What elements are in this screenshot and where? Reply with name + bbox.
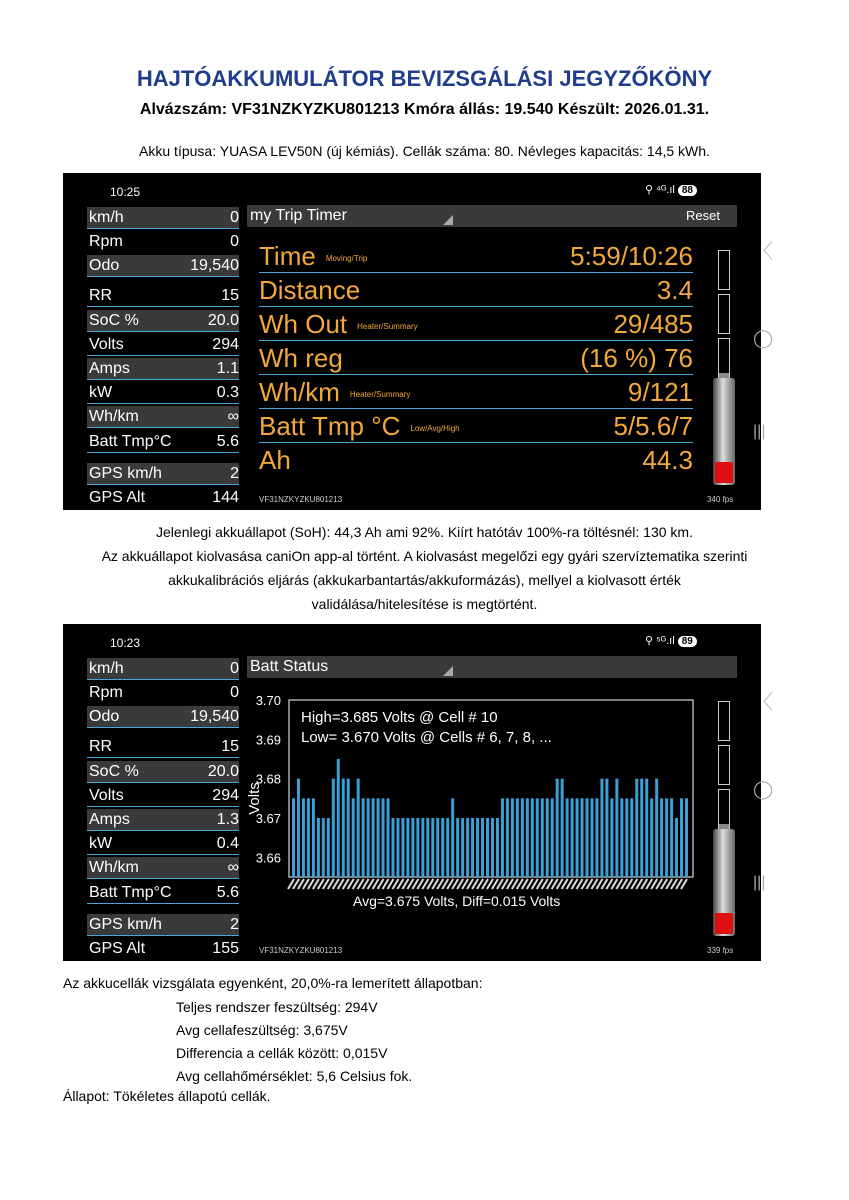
- cell-bar: [521, 798, 524, 877]
- soh-line: validálása/hitelesítése is megtörtént.: [311, 596, 538, 612]
- metric-value: 2: [230, 916, 239, 933]
- metric-value: 5.6: [216, 884, 239, 901]
- cell-bar: [312, 798, 315, 877]
- trip-value: 5:59/10:26: [570, 241, 693, 271]
- cell-bar: [591, 798, 594, 877]
- metric-value: 15: [221, 287, 239, 304]
- cell-bar: [561, 779, 564, 877]
- metric-value: 0: [230, 209, 239, 226]
- cell-bar: [471, 818, 474, 877]
- cell-bar: [396, 818, 399, 877]
- trip-label: [259, 275, 360, 306]
- metric-value: 20.0: [207, 763, 239, 780]
- level-segment: [718, 745, 730, 785]
- metric-label: Rpm: [89, 684, 123, 701]
- cell-bar: [620, 798, 623, 877]
- trip-sublabel: Low/Avg/High: [410, 423, 460, 433]
- left-panel-row: [87, 431, 239, 453]
- cell-bar: [506, 798, 509, 877]
- metric-label: kW: [89, 835, 113, 852]
- left-panel-row: [87, 382, 239, 404]
- cell-bar: [337, 759, 340, 877]
- cell-bar: [605, 779, 608, 877]
- fps-label: 339 fps: [707, 946, 734, 955]
- cell-bar: [372, 798, 375, 877]
- cell-bar: [411, 818, 414, 877]
- cell-bar: [461, 818, 464, 877]
- signal-icon: ⚲ ⁴ᴳ.ıl: [645, 184, 675, 196]
- cell-bar: [650, 798, 653, 877]
- metric-value: 294: [212, 336, 239, 353]
- trip-label-text: Ah: [259, 445, 291, 475]
- left-panel-row: [87, 334, 239, 356]
- cell-bar: [630, 798, 633, 877]
- metric-label: km/h: [89, 209, 124, 226]
- left-panel-row: [87, 310, 239, 332]
- cell-bar: [680, 798, 683, 877]
- battery-gauge-icon: [713, 824, 735, 936]
- left-panel-row: [87, 406, 239, 428]
- trip-value: 9/121: [627, 377, 693, 407]
- screenshot-batt-status: [63, 624, 774, 961]
- cell-bar: [625, 798, 628, 877]
- level-segment: [718, 294, 730, 334]
- trip-sublabel: Heater/Summary: [357, 321, 418, 331]
- phone-battery-badge: 89: [678, 636, 697, 647]
- y-tick-label: 3.68: [255, 771, 281, 787]
- cell-bar: [317, 818, 320, 877]
- trip-label-text: Distance: [259, 275, 361, 305]
- cell-bar: [392, 818, 395, 877]
- soh-line: Jelenlegi akkuállapot (SoH): 44,3 Ah ami 92%. Kiírt hatótáv 100%-ra töltésnél: 130 km.: [156, 524, 693, 540]
- cell-bar: [406, 818, 409, 877]
- trip-label: [259, 445, 291, 476]
- metric-label: Rpm: [89, 233, 123, 250]
- metric-label: Batt Tmp°C: [89, 433, 172, 450]
- trip-sublabel: Moving/Trip: [325, 253, 368, 263]
- cell-bar: [382, 798, 385, 877]
- cell-bar: [556, 779, 559, 877]
- trip-value: 44.3: [642, 445, 693, 475]
- trip-label: [259, 241, 367, 272]
- cell-bar: [436, 818, 439, 877]
- level-segment: [718, 338, 730, 378]
- cell-bar: [441, 818, 444, 877]
- cell-bar: [342, 779, 345, 877]
- phone-battery-badge: 88: [678, 185, 697, 196]
- status-time: 10:25: [110, 185, 141, 199]
- cell-bar: [481, 818, 484, 877]
- cell-bar: [387, 798, 390, 877]
- y-axis-label: Volts: [246, 782, 263, 815]
- fps-label: 340 fps: [707, 495, 734, 504]
- y-tick-label: 3.67: [255, 811, 281, 826]
- left-panel-row: [87, 358, 239, 380]
- metric-value: 0.4: [216, 835, 239, 852]
- cell-bar: [456, 818, 459, 877]
- cell-bar: [367, 798, 370, 877]
- trip-row: [259, 239, 693, 273]
- status-bar-icons: [645, 183, 697, 196]
- doc-title: HAJTÓAKKUMULÁTOR BEVIZSGÁLÁSI JEGYZŐKÖNY: [136, 66, 713, 91]
- cell-bar: [292, 798, 295, 877]
- battery-gauge-icon: [713, 373, 735, 485]
- left-panel-row: [87, 487, 239, 509]
- home-nav-icon[interactable]: ◯: [753, 328, 774, 348]
- cells-item: Teljes rendszer feszültség: 294V: [176, 999, 378, 1015]
- metric-value: 294: [212, 787, 239, 804]
- metric-label: kW: [89, 384, 113, 401]
- cell-bar: [566, 798, 569, 877]
- cell-bar: [516, 798, 519, 877]
- metric-value: 155: [212, 940, 239, 957]
- metric-value: 0.3: [216, 384, 239, 401]
- metric-label: RR: [89, 738, 113, 755]
- cell-bar: [576, 798, 579, 877]
- metric-value: 1.1: [216, 360, 239, 377]
- trip-label-text: Batt Tmp °C: [259, 411, 401, 441]
- trip-value: (16 %) 76: [580, 343, 693, 373]
- cell-bar: [536, 798, 539, 877]
- cell-bar: [332, 779, 335, 877]
- cell-bar: [675, 818, 678, 877]
- y-tick-label: 3.69: [255, 732, 281, 748]
- cell-voltage-chart: [63, 624, 761, 961]
- cell-bar: [466, 818, 469, 877]
- recents-nav-icon[interactable]: |||: [753, 423, 766, 440]
- metric-value: 0: [230, 233, 239, 250]
- screenshot-trip-timer: [63, 173, 774, 510]
- level-segment: [718, 250, 730, 290]
- trip-label: [259, 309, 418, 340]
- soh-line: Az akkuállapot kiolvasása caniOn app-al történt. A kiolvasást megelőzi egy gyári szervíztematika szerinti: [101, 548, 748, 564]
- screen-title: my Trip Timer: [250, 207, 347, 224]
- trip-value: 5/5.6/7: [613, 411, 693, 441]
- cell-bar: [362, 798, 365, 877]
- cell-bar: [571, 798, 574, 877]
- trip-label-text: Wh reg: [259, 343, 343, 373]
- metric-label: Volts: [89, 336, 124, 353]
- metric-label: RR: [89, 287, 113, 304]
- cell-bar: [431, 818, 434, 877]
- y-tick-label: 3.66: [255, 850, 281, 866]
- metric-value: 15: [221, 738, 239, 755]
- cell-bar: [496, 818, 499, 877]
- metric-value: 2: [230, 465, 239, 482]
- level-segment: [718, 789, 730, 829]
- signal-icon: ⚲ ⁵ᴳ.ıl: [645, 635, 675, 647]
- metric-label: Amps: [89, 811, 130, 828]
- metric-label: GPS Alt: [89, 489, 146, 506]
- vin-label: VF31NZKYZKU801213: [259, 946, 343, 955]
- metric-value: 20.0: [207, 312, 239, 329]
- cell-bar: [416, 818, 419, 877]
- cell-bar: [640, 779, 643, 877]
- metric-label: Wh/km: [89, 859, 139, 876]
- trip-label-text: Wh Out: [259, 309, 348, 339]
- doc-subtitle: Alvázszám: VF31NZKYZKU801213 Kmóra állás: 19.540 Készült: 2026.01.31.: [139, 101, 710, 118]
- cell-bar: [347, 779, 350, 877]
- chart-footer: Avg=3.675 Volts, Diff=0.015 Volts: [353, 893, 561, 909]
- cell-bar: [645, 779, 648, 877]
- cells-item: Avg cellahőmérséklet: 5,6 Celsius fok.: [176, 1068, 413, 1084]
- cell-bar: [551, 798, 554, 877]
- metric-value: ∞: [227, 859, 239, 876]
- metric-label: Odo: [89, 257, 120, 274]
- trip-label: [259, 377, 410, 408]
- trip-row: [259, 375, 693, 409]
- trip-label-text: Wh/km: [259, 377, 340, 407]
- cells-item: Avg cellafeszültség: 3,675V: [176, 1022, 348, 1038]
- metric-value: 1.3: [216, 811, 239, 828]
- cell-bar: [501, 798, 504, 877]
- cell-bar: [655, 779, 658, 877]
- level-segment: [718, 701, 730, 741]
- cell-bar: [526, 798, 529, 877]
- left-panel-row: [87, 285, 239, 307]
- trip-value: 3.4: [656, 275, 693, 305]
- annotation-low: Low= 3.670 Volts @ Cells # 6, 7, 8, ...: [301, 729, 552, 746]
- cell-bar: [377, 798, 380, 877]
- soh-line: akkukalibrációs eljárás (akkukarbantartás/akkuformázás), mellyel a kiolvasott érték: [168, 572, 681, 588]
- cell-bar: [511, 798, 514, 877]
- vin-label: VF31NZKYZKU801213: [259, 495, 343, 504]
- metric-value: 19,540: [190, 708, 239, 725]
- dropdown-icon[interactable]: [443, 215, 453, 225]
- cell-bar: [581, 798, 584, 877]
- back-nav-icon[interactable]: 〈: [753, 692, 773, 714]
- cell-bar: [541, 798, 544, 877]
- cell-bar: [531, 798, 534, 877]
- metric-value: 19,540: [190, 257, 239, 274]
- metric-label: Amps: [89, 360, 130, 377]
- trip-sublabel: Heater/Summary: [349, 389, 411, 399]
- metric-label: SoC %: [89, 312, 139, 329]
- metric-label: Volts: [89, 787, 124, 804]
- cell-bar: [451, 798, 454, 877]
- left-panel-row: [87, 463, 239, 485]
- cell-bar: [357, 779, 360, 877]
- cell-bar: [665, 798, 668, 877]
- cell-bar: [297, 779, 300, 877]
- cell-bar: [491, 818, 494, 877]
- trip-label: [259, 343, 343, 374]
- metric-value: 144: [212, 489, 239, 506]
- cell-bar: [327, 818, 330, 877]
- reset-button[interactable]: Reset: [686, 208, 720, 223]
- cell-bar: [401, 818, 404, 877]
- cell-bar: [546, 798, 549, 877]
- cell-bar: [352, 798, 355, 877]
- metric-label: GPS km/h: [89, 916, 162, 933]
- cell-bar: [595, 798, 598, 877]
- screen-title: Batt Status: [250, 658, 329, 675]
- status-time: 10:23: [110, 636, 141, 650]
- cell-bar: [615, 779, 618, 877]
- left-panel-row: [87, 231, 239, 253]
- metric-label: Wh/km: [89, 408, 139, 425]
- cell-bar: [635, 779, 638, 877]
- metric-value: 0: [230, 684, 239, 701]
- cell-bar: [421, 818, 424, 877]
- cell-bar: [446, 818, 449, 877]
- cell-bar: [600, 779, 603, 877]
- back-nav-icon[interactable]: 〈: [753, 241, 773, 263]
- cell-bar: [586, 798, 589, 877]
- trip-row: [259, 273, 693, 307]
- cell-bar: [476, 818, 479, 877]
- trip-row: [259, 443, 693, 477]
- metric-value: ∞: [227, 408, 239, 425]
- cell-bar: [322, 818, 325, 877]
- metric-label: Batt Tmp°C: [89, 884, 172, 901]
- cells-intro: Az akkucellák vizsgálata egyenként, 20,0%-ra lemerített állapotban:: [63, 975, 483, 991]
- trip-row: [259, 409, 693, 443]
- cell-bar: [307, 798, 310, 877]
- y-tick-label: 3.70: [255, 693, 281, 708]
- akku-line: Akku típusa: YUASA LEV50N (új kémiás). Cellák száma: 80. Névleges kapacitás: 14,5 kWh.: [139, 143, 710, 159]
- metric-label: GPS km/h: [89, 465, 162, 482]
- home-nav-icon[interactable]: ◯: [753, 779, 774, 799]
- trip-value: 29/485: [613, 309, 693, 339]
- left-panel-row: [87, 255, 239, 277]
- cell-bar: [685, 798, 688, 877]
- cell-bar: [660, 798, 663, 877]
- metric-label: km/h: [89, 660, 124, 677]
- cell-bar: [486, 818, 489, 877]
- trip-row: [259, 307, 693, 341]
- cell-bar: [610, 798, 613, 877]
- cell-bar: [670, 798, 673, 877]
- annotation-high: High=3.685 Volts @ Cell # 10: [301, 709, 498, 726]
- cell-bar: [302, 798, 305, 877]
- cell-bar: [426, 818, 429, 877]
- metric-value: 5.6: [216, 433, 239, 450]
- left-panel-row: [87, 207, 239, 229]
- metric-label: GPS Alt: [89, 940, 146, 957]
- recents-nav-icon[interactable]: |||: [753, 874, 766, 891]
- x-tick-labels: [288, 879, 687, 889]
- metric-value: 0: [230, 660, 239, 677]
- trip-row: [259, 341, 693, 375]
- metric-label: SoC %: [89, 763, 139, 780]
- state-line: Állapot: Tökéletes állapotú cellák.: [63, 1088, 271, 1104]
- trip-label-text: Time: [259, 241, 316, 271]
- metric-label: Odo: [89, 708, 120, 725]
- cells-item: Differencia a cellák között: 0,015V: [176, 1045, 388, 1061]
- trip-label: [259, 411, 460, 442]
- screen-header[interactable]: [247, 205, 737, 227]
